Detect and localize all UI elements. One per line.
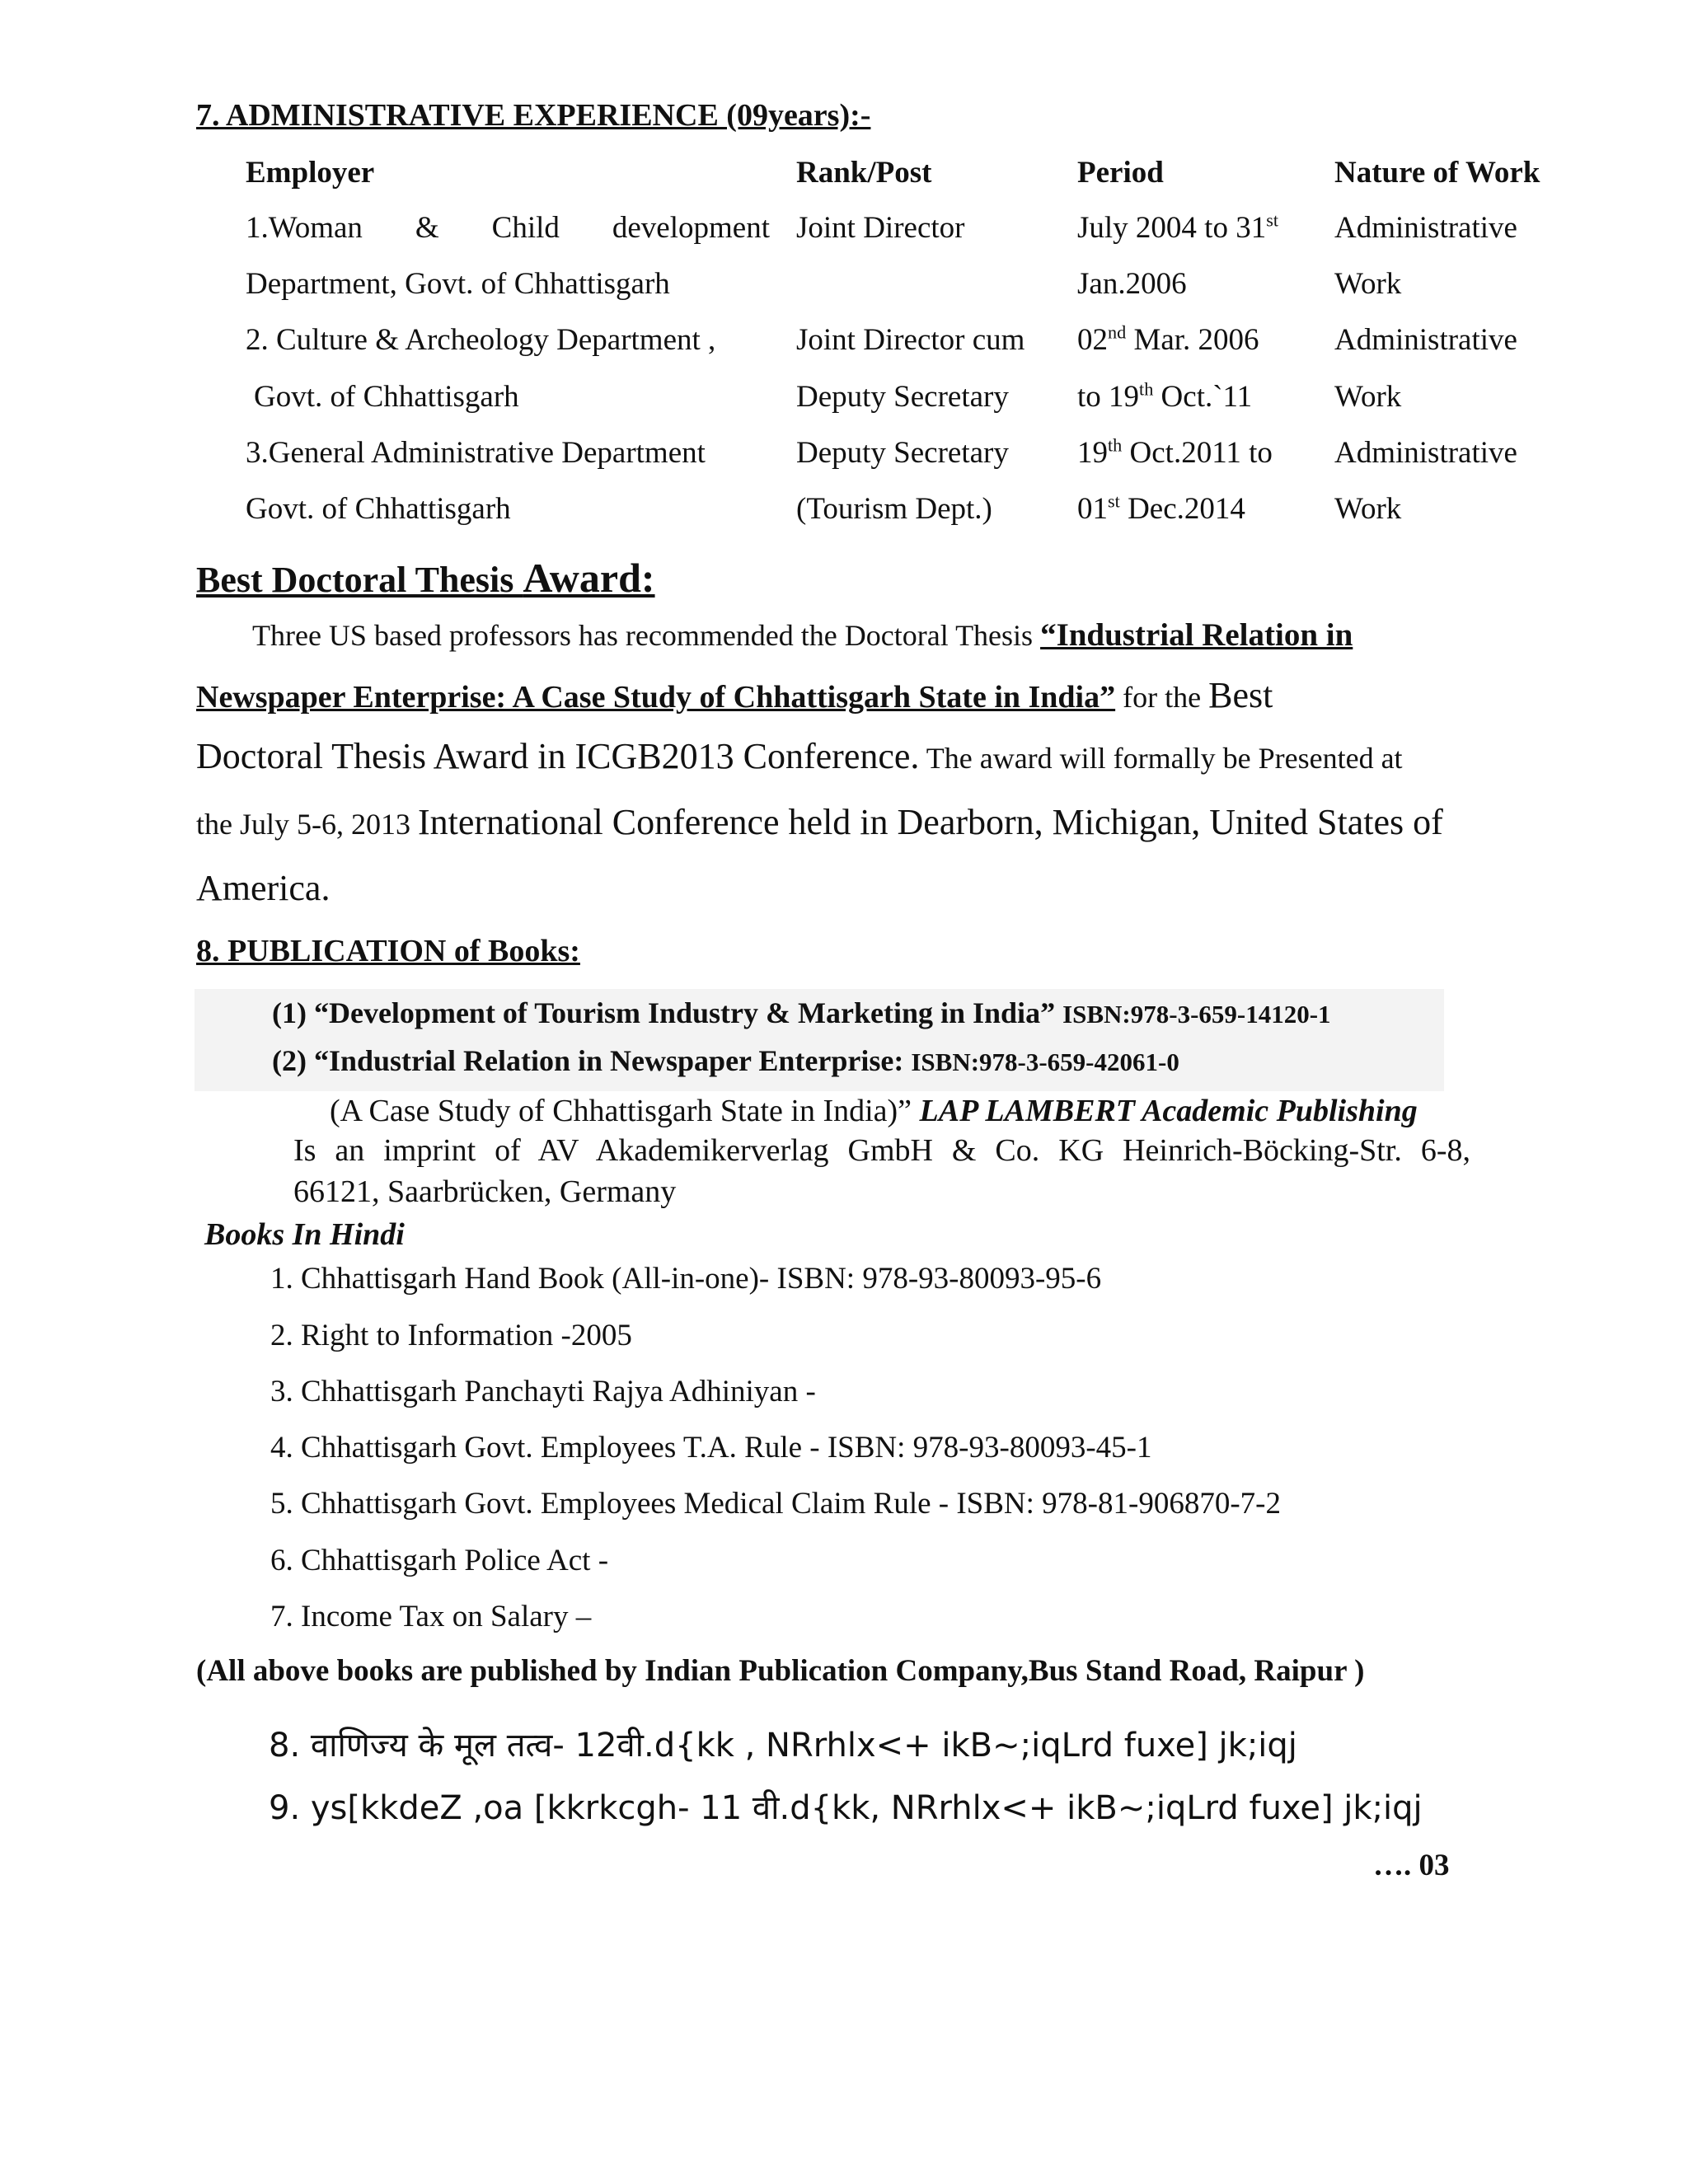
hindi-book-5: 5. Chhattisgarh Govt. Employees Medical Claim Rule - ISBN: 978-81-906870-7-2: [270, 1487, 1281, 1521]
row2-employer-line1: 2. Culture & Archeology Department ,: [246, 323, 716, 357]
award-line-1: Three US based professors has recommended the Doctoral Thesis “Industrial Relation in: [252, 617, 1353, 653]
row3-period-line1: 19th Oct.2011 to: [1077, 434, 1273, 470]
row1-employer-line2: Department, Govt. of Chhattisgarh: [246, 267, 670, 301]
award-line-2: Newspaper Enterprise: A Case Study of Chhattisgarh State in India” for the Best: [196, 675, 1273, 715]
row1-rank: Joint Director: [796, 211, 965, 245]
header-rank-post: Rank/Post: [796, 156, 932, 190]
row3-rank-line1: Deputy Secretary: [796, 436, 1009, 470]
hindi-book-4: 4. Chhattisgarh Govt. Employees T.A. Rule - ISBN: 978-93-80093-45-1: [270, 1431, 1152, 1465]
row2-period-line2: to 19th Oct.`11: [1077, 378, 1253, 414]
award-heading: Best Doctoral Thesis Award:: [196, 555, 655, 601]
row3-nature-line2: Work: [1334, 492, 1402, 526]
book-9: 9. ys[kkdeZ ,oa [kkrkcgh- 11 वी.d{kk, NRrhlx<+ ikB~;iqLrd fuxe] jk;iqj: [269, 1789, 1423, 1827]
imprint-line-2: 66121, Saarbrücken, Germany: [293, 1174, 677, 1209]
row1-nature-line1: Administrative: [1334, 211, 1517, 245]
book-2: (2) “Industrial Relation in Newspaper Enterprise: ISBN:978-3-659-42061-0: [272, 1044, 1179, 1077]
row1-nature-line2: Work: [1334, 267, 1402, 301]
publisher-name: LAP LAMBERT Academic Publishing: [919, 1094, 1418, 1128]
row2-rank-line2: Deputy Secretary: [796, 380, 1009, 414]
award-line-3: Doctoral Thesis Award in ICGB2013 Conference. The award will formally be Presented at: [196, 736, 1403, 776]
book-2-subtitle: (A Case Study of Chhattisgarh State in India)” LAP LAMBERT Academic Publishing: [330, 1094, 1418, 1128]
row1-employer-line1: 1.Woman & Child development: [246, 211, 770, 245]
row3-employer-line2: Govt. of Chhattisgarh: [246, 492, 511, 526]
row1-period-line2: Jan.2006: [1077, 267, 1187, 301]
row3-employer-line1: 3.General Administrative Department: [246, 436, 706, 470]
book-1: (1) “Development of Tourism Industry & Marketing in India” ISBN:978-3-659-14120-1: [272, 996, 1331, 1029]
row3-rank-line2: (Tourism Dept.): [796, 492, 992, 526]
book-8: 8. वाणिज्य के मूल तत्व- 12वी.d{kk , NRrhlx<+ ikB~;iqLrd fuxe] jk;iqj: [269, 1727, 1297, 1765]
row3-period-line2: 01st Dec.2014: [1077, 490, 1245, 526]
header-employer: Employer: [246, 156, 375, 190]
row2-period-line1: 02nd Mar. 2006: [1077, 321, 1259, 357]
publisher-note: (All above books are published by Indian Publication Company,Bus Stand Road, Raipur ): [196, 1654, 1365, 1688]
page-number: …. 03: [1373, 1849, 1450, 1882]
imprint-line-1: Is an imprint of AV Akademikerverlag GmbH & Co. KG Heinrich-Böcking-Str. 6-8,: [293, 1133, 1470, 1168]
row3-nature-line1: Administrative: [1334, 436, 1517, 470]
hindi-book-2: 2. Right to Information -2005: [270, 1319, 632, 1352]
hindi-book-7: 7. Income Tax on Salary –: [270, 1600, 592, 1633]
hindi-book-3: 3. Chhattisgarh Panchayti Rajya Adhiniyan -: [270, 1375, 816, 1408]
section-8-heading: 8. PUBLICATION of Books:: [196, 934, 580, 968]
books-in-hindi-heading: Books In Hindi: [204, 1217, 405, 1252]
award-line-5: America.: [196, 868, 331, 908]
row2-employer-line2: Govt. of Chhattisgarh: [254, 380, 519, 414]
hindi-book-6: 6. Chhattisgarh Police Act -: [270, 1544, 609, 1577]
thesis-title: “Industrial Relation in: [1040, 617, 1353, 653]
section-7-heading: 7. ADMINISTRATIVE EXPERIENCE (09years):-: [196, 98, 871, 133]
row2-nature-line1: Administrative: [1334, 323, 1517, 357]
row2-nature-line2: Work: [1334, 380, 1402, 414]
header-nature-of-work: Nature of Work: [1334, 156, 1540, 190]
hindi-book-1: 1. Chhattisgarh Hand Book (All-in-one)- ISBN: 978-93-80093-95-6: [270, 1262, 1102, 1296]
row1-period-line1: July 2004 to 31st: [1077, 209, 1279, 245]
header-period: Period: [1077, 156, 1164, 190]
row2-rank-line1: Joint Director cum: [796, 323, 1025, 357]
award-line-4: the July 5-6, 2013 International Conference held in Dearborn, Michigan, United States of: [196, 802, 1443, 842]
